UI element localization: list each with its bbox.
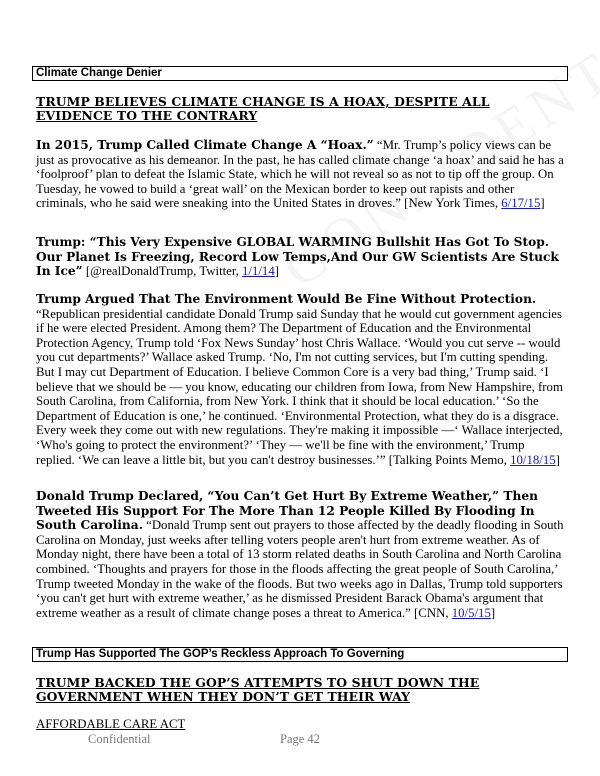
section-heading-climate: TRUMP BELIEVES CLIMATE CHANGE IS A HOAX, DESPITE ALL EVIDENCE TO THE CONTRARY	[36, 94, 490, 123]
entry-hoax	[36, 138, 566, 211]
entry-title: Trump: “This Very Expensive GLOBAL WARMING Bullshit Has Got To Stop. Our Planet Is Freezing, Record Low Temps,And Our GW Scientists Are Stuck In Ice”	[36, 235, 559, 279]
entry-body: “Donald Trump sent out prayers to those affected by the deadly flooding in South Carolina on Monday, just weeks after telling voters people aren't hurt from extreme weather. As of Monday night, there have been a total of 13 storm related deaths in South Carolina and North Carolina combined. ‘Thoughts and prayers for those in the floods affecting the great people of South Carolina,’ Trump tweeted Monday in the wake of the floods. But two weeks ago in Dallas, Trump told supporters ‘you can't get hurt with extreme weather,’ as he dismissed President Barack Obama's argument that extreme weather as a result of climate change poses a threat to America.” [CNN,	[36, 518, 564, 620]
entry-title: In 2015, Trump Called Climate Change A “Hoax.”	[36, 138, 374, 152]
subheading-aca: AFFORDABLE CARE ACT	[36, 717, 186, 731]
entry-title: Trump Argued That The Environment Would Be Fine Without Protection.	[36, 292, 537, 306]
citation-link[interactable]: 10/18/15	[510, 452, 556, 467]
section-label-climate: Climate Change Denier	[32, 66, 568, 81]
citation-link[interactable]: 1/1/14	[242, 264, 275, 279]
citation-close: ]	[555, 452, 560, 467]
entry-tweet	[36, 235, 566, 279]
entry-title: Donald Trump Declared, “You Can’t Get Hurt By Extreme Weather,” Then Tweeted His Support For The More Than 12 People Killed By Flooding In South Carolina.	[36, 489, 538, 533]
section-label-gop: Trump Has Supported The GOP’s Reckless Approach To Governing	[32, 647, 568, 662]
entry-body: “Mr. Trump’s policy views can be just as provocative as his demeanor. In the past, he has called climate change ‘a hoax’ and said he has a ‘foolproof’ plan to defeat the Islamic State, which he will not reveal so as not to tip off the group. On Tuesday, he vowed to build a ‘great wall’ on the Mexican border to keep out rapists and other criminals, who he said were sneaking into the United States in droves.” [New York Times,	[36, 138, 564, 211]
footer-page-number: Page 42	[280, 732, 320, 746]
entry-body: [@realDonaldTrump, Twitter,	[82, 264, 243, 279]
citation-close: ]	[274, 264, 279, 279]
entry-environment	[36, 292, 566, 467]
citation-close: ]	[490, 605, 496, 620]
entry-body: “Republican presidential candidate Donald Trump said Sunday that he would cut government agencies if he were elected President. Among them? The Department of Education and the Environmental Protection Agency, Trump told ‘Fox News Sunday’ host Chris Wallace. ‘Would you cut serve -- would you cut departments?’ Wallace asked Trump. ‘No, I'm not cutting services, but I'm cutting spending. But I may cut Department of Education. I believe Common Core is a very bad thing,’ Trump said. ‘I believe that we should be — you know, educating our children from Iowa, from New Hampshire, from South Carolina, from California, from New York. I think that it should be local education.’ ‘So the Department of Education is one,’ he continued. ‘Environmental Protection, what they do is a disgrace. Every week they come out with new regulations. They're making it impossible —‘ Wallace interjected, ‘Who's going to protect the environment?’ ‘They — we'll be fine with the environment,’ Trump replied. ‘We can leave a little bit, but you can't destroy businesses.’” [Talking Points Memo,	[36, 306, 563, 467]
citation-link[interactable]: 10/5/15	[451, 605, 491, 620]
citation-link[interactable]: 6/17/15	[501, 196, 541, 211]
citation-close: ]	[540, 196, 545, 211]
footer-confidential: Confidential	[88, 732, 151, 746]
section-heading-shutdown: TRUMP BACKED THE GOP’S ATTEMPTS TO SHUT DOWN THE GOVERNMENT WHEN THEY DON’T GET THEIR WAY	[36, 675, 480, 704]
entry-extreme-weather	[36, 489, 566, 620]
